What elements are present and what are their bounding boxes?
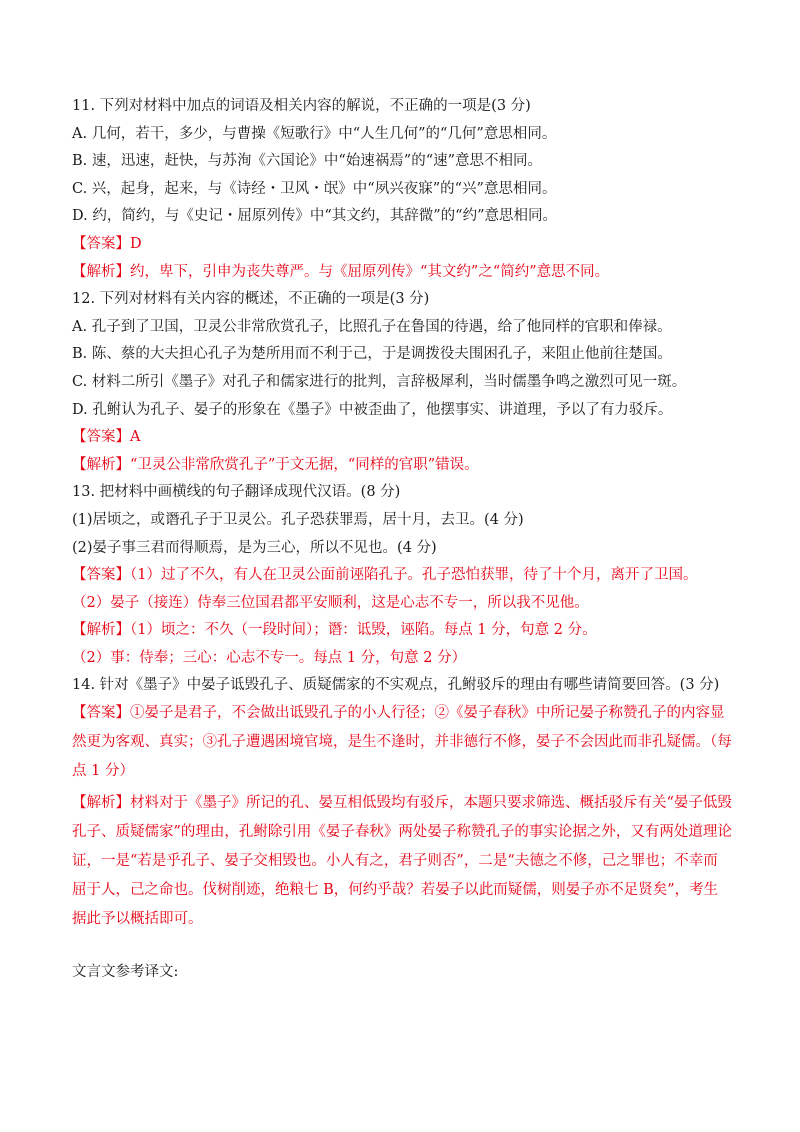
q13-item-1: (1)居顷之，或谮孔子于卫灵公。孔子恐获罪焉，居十月，去卫。(4 分) xyxy=(72,511,524,528)
q14-analysis: 【解析】材料对于《墨子》所记的孔、晏互相低毁均有驳斥，本题只要求筛选、概括驳斥有关“晏子低毁孔子、质疑儒家”的理由，孔鲋除引用《晏子春秋》两处晏子称赞孔子的事实论据之外，又有两处道理论证，一是“若是乎孔子、晏子交相毁也。小人有之，君子则否”，二是“夫德之不修，己之罪也；不幸而屈于人，己之命也。伐树削迹，绝粮七 B，何约乎哉？若晏子以此而疑儒，则晏子亦不足贤矣”，考生据此予以概括即可。 xyxy=(72,795,732,928)
q11-option-a: A. 几何，若干，多少，与曹操《短歌行》中“人生几何”的“几何”意思相同。 xyxy=(72,125,557,142)
q12-option-b: B. 陈、蔡的大夫担心孔子为楚所用而不利于己，于是调拨役夫围困孔子，来阻止他前往楚国。 xyxy=(72,346,672,363)
q12-question: 12. 下列对材料有关内容的概述，不正确的一项是(3 分) xyxy=(72,291,430,308)
q12-option-d: D. 孔鲋认为孔子、晏子的形象在《墨子》中被歪曲了，他摆事实、讲道理，予以了有力驳斥。 xyxy=(72,401,673,418)
translation-heading: 文言文参考译文: xyxy=(72,964,179,981)
q11-option-c: C. 兴，起身，起来，与《诗经・卫风・氓》中“夙兴夜寐”的“兴”意思相同。 xyxy=(72,180,557,197)
q11-option-d: D. 约，简约，与《史记・屈原列传》中“其文约，其辞微”的“约”意思相同。 xyxy=(72,208,557,225)
q13-answer-2: （2）晏子（接连）侍奉三位国君都平安顺利，这是心志不专一，所以我不见他。 xyxy=(72,594,589,611)
q14-question: 14. 针对《墨子》中晏子诋毁孔子、质疑儒家的不实观点，孔鲋驳斥的理由有哪些请简要回答。(3 分) xyxy=(72,677,720,694)
document-page xyxy=(72,96,732,990)
q12-option-c: C. 材料二所引《墨子》对孔子和儒家进行的批判，言辞极犀利，当时儒墨争鸣之激烈可见一斑。 xyxy=(72,373,687,390)
q13-analysis-1: 【解析】（1）顷之：不久（一段时间）；谮：诋毁，诬陷。每点 1 分，句意 2 分。 xyxy=(72,622,597,639)
q13-analysis-2: （2）事：侍奉；三心：心志不专一。每点 1 分，句意 2 分） xyxy=(72,649,467,666)
q13-item-2: (2)晏子事三君而得顺焉，是为三心，所以不见也。(4 分) xyxy=(72,539,437,556)
q13-question: 13. 把材料中画横线的句子翻译成现代汉语。(8 分) xyxy=(72,484,401,501)
q11-question: 11. 下列对材料中加点的词语及相关内容的解说，不正确的一项是(3 分) xyxy=(72,98,531,114)
q12-answer: 【答案】A xyxy=(72,429,141,446)
q12-option-a: A. 孔子到了卫国，卫灵公非常欣赏孔子，比照孔子在鲁国的待遇，给了他同样的官职和俸禄。 xyxy=(72,318,672,335)
section-gap xyxy=(72,934,732,962)
q13-answer-1: 【答案】（1）过了不久，有人在卫灵公面前诬陷孔子。孔子恐怕获罪，待了十个月，离开了卫国。 xyxy=(72,567,698,584)
q11-analysis: 【解析】约，卑下，引申为丧失尊严。与《屈原列传》“其文约”之“简约”意思不同。 xyxy=(72,263,610,280)
q11-option-b: B. 速，迅速，赶快，与苏洵《六国论》中“始速祸焉”的“速”意思不相同。 xyxy=(72,153,543,170)
q12-analysis: 【解析】“卫灵公非常欣赏孔子”于文无据，“同样的官职”错误。 xyxy=(72,456,479,473)
q14-answer: 【答案】①晏子是君子，不会做出诋毁孔子的小人行径；②《晏子春秋》中所记晏子称赞孔子的内容显然更为客观、真实；③孔子遭遇困境官境，是生不逢时，并非德行不修，晏子不会因此而非孔疑儒。（每点 1 分） xyxy=(72,705,732,780)
q11-answer: 【答案】D xyxy=(72,235,142,252)
